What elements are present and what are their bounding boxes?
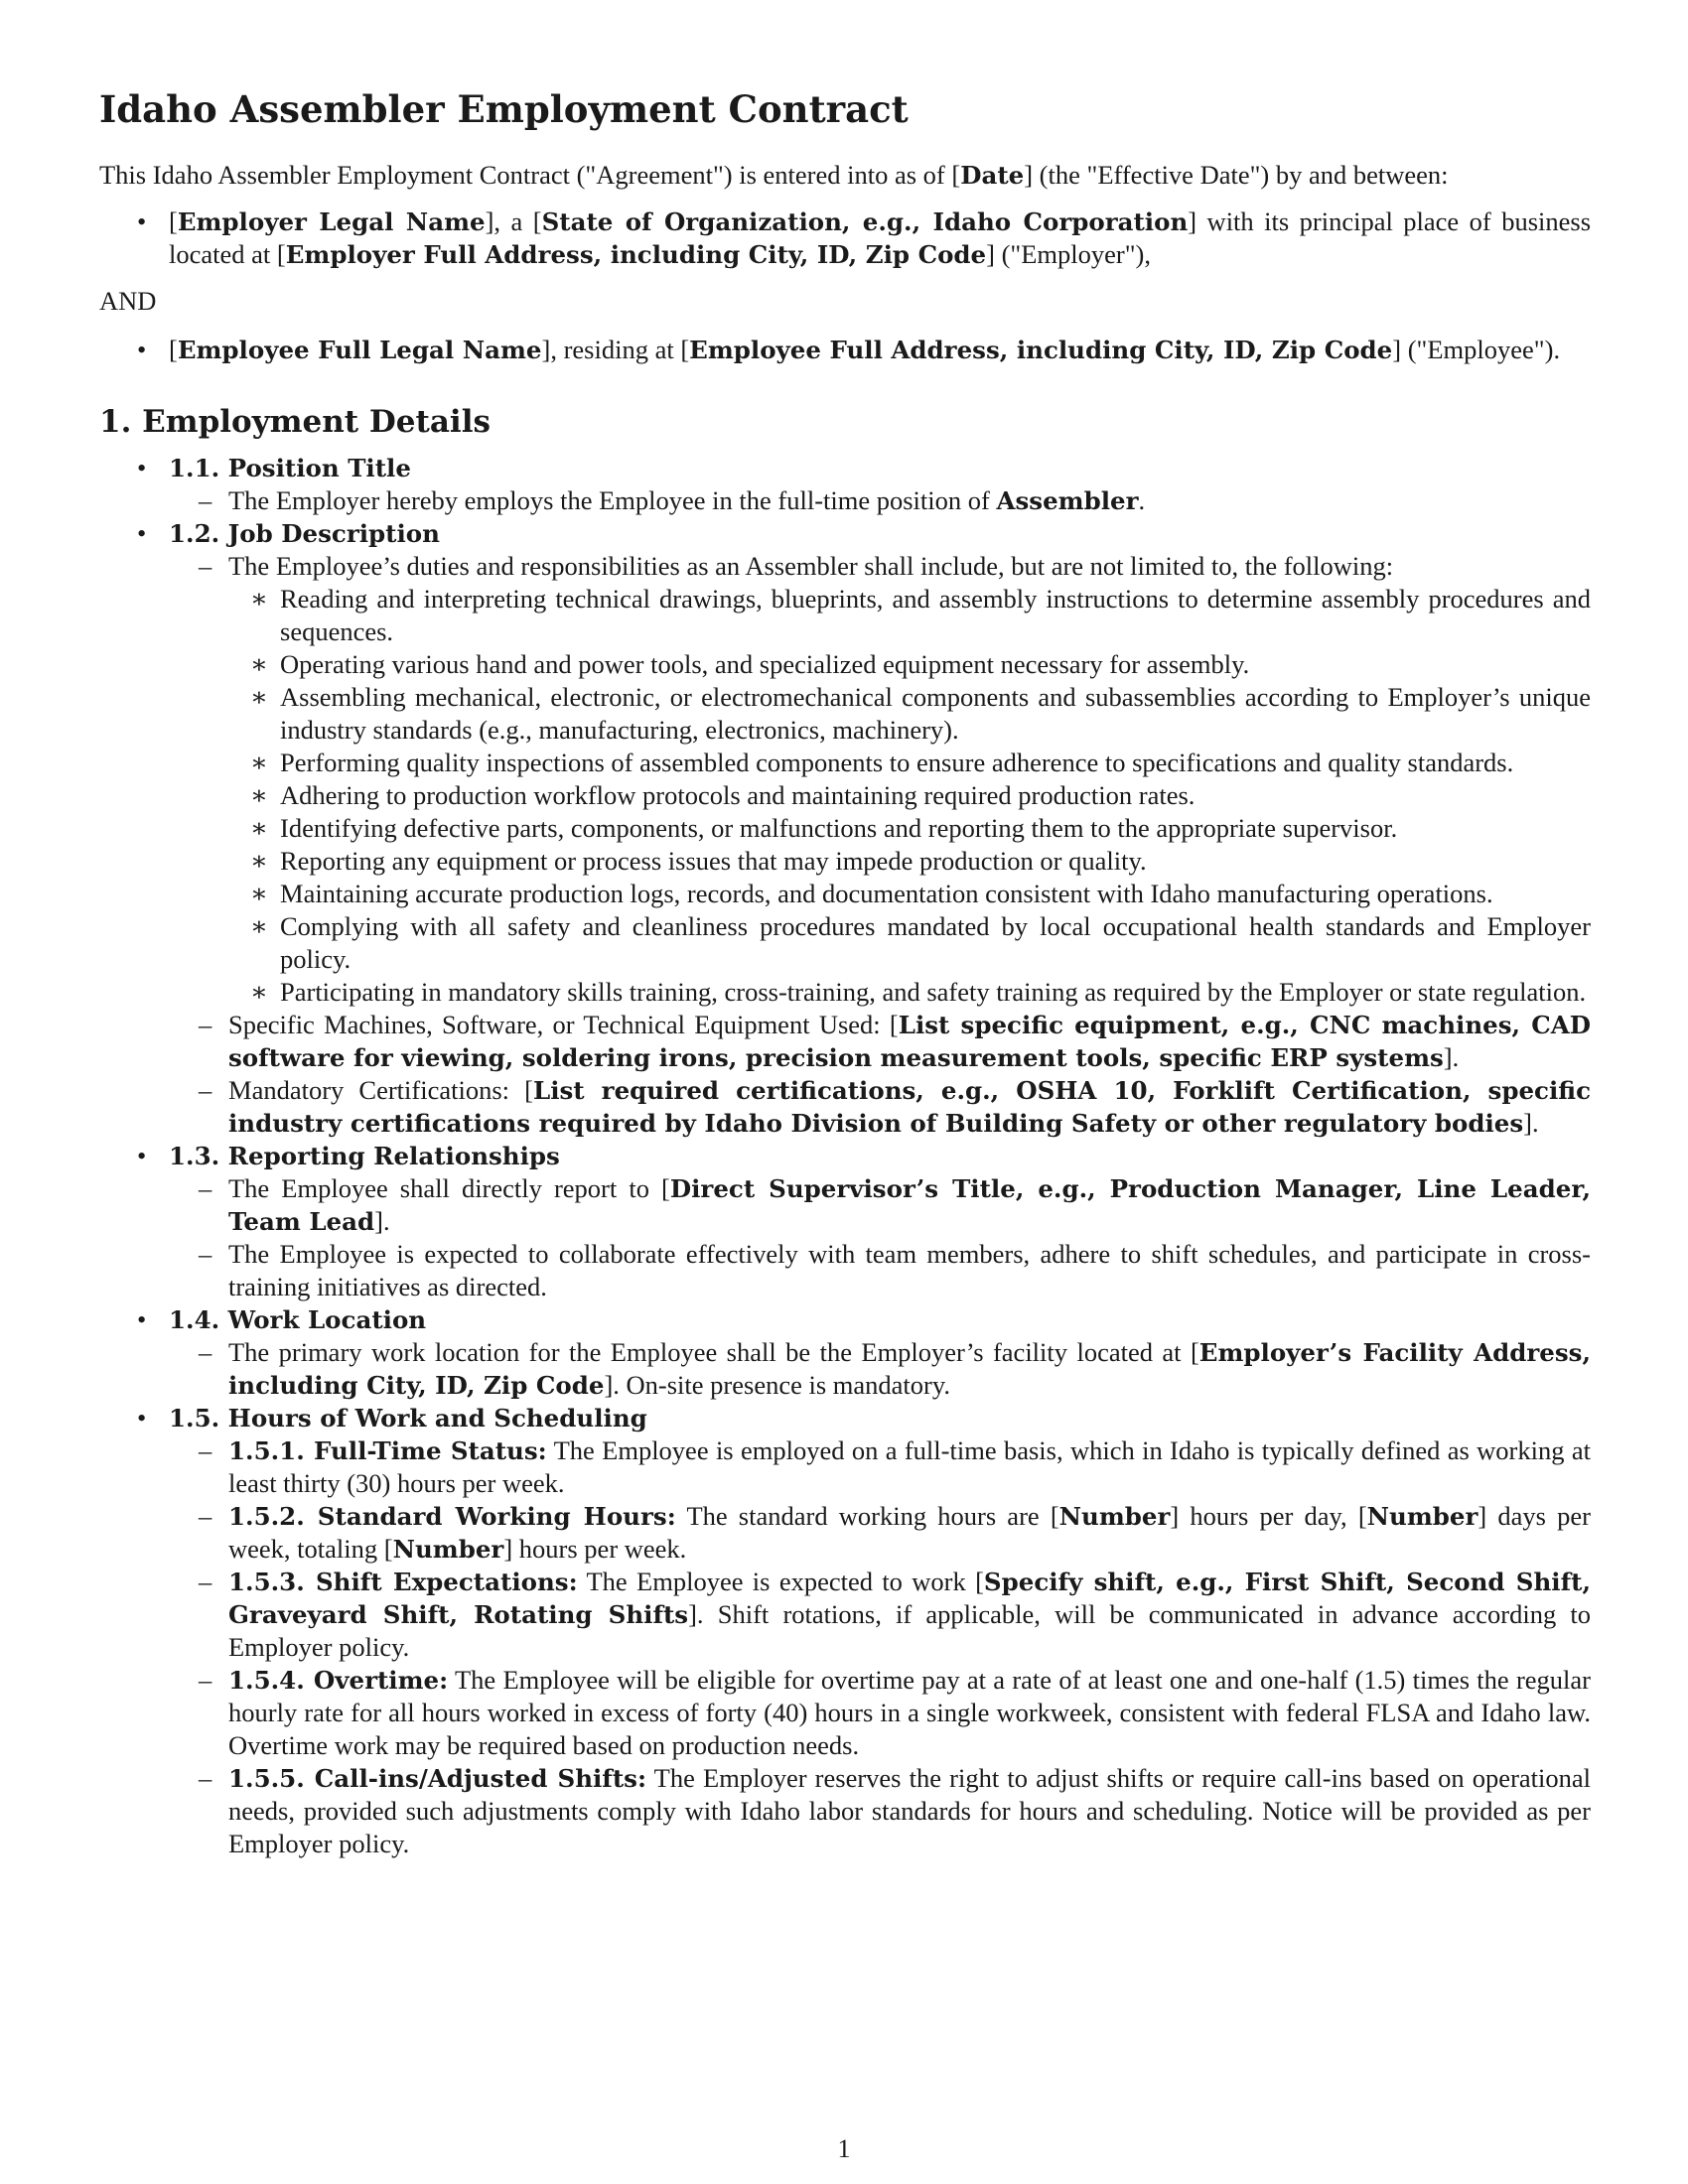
duty-item: ∗ Performing quality inspections of assembled components to ensure adherence to specifications and quality standards.: [228, 747, 1591, 779]
duty-item: ∗ Reporting any equipment or process issues that may impede production or quality.: [228, 845, 1591, 878]
subsection-1-5: [99, 1402, 1591, 1860]
text: The primary work location for the Employee shall be the Employer’s facility located at [: [228, 1336, 1199, 1367]
list-item: [169, 1074, 1591, 1140]
section-1-list: [99, 452, 1591, 1860]
date-placeholder: Date: [960, 161, 1025, 191]
subsection-title: 1.1. Position Title: [169, 453, 411, 482]
text: The Employee is expected to work [: [577, 1566, 984, 1596]
intro-text-b: ] (the "Effective Date") by and between:: [1024, 160, 1449, 191]
text: ]. On-site presence is mandatory.: [604, 1369, 951, 1400]
list-item: [169, 550, 1591, 1009]
shift-placeholder: Specify shift, e.g., First Shift, Second Shift, Graveyard Shift, Rotating Shifts: [228, 1567, 1591, 1629]
text: The Employer reserves the right to adjust shifts or require call-ins based on operational needs, provided such adjustments comply with Idaho labor standards for hours and scheduling. Notice will be provided as per Employer policy.: [228, 1762, 1592, 1858]
duties-intro: The Employee’s duties and responsibilities as an Assembler shall include, but are not limited to, the following:: [228, 550, 1394, 581]
item-title: 1.5.5. Call-ins/Adjusted Shifts:: [228, 1763, 647, 1793]
document-page: [99, 87, 1591, 1860]
item-title: 1.5.2. Standard Working Hours:: [228, 1501, 676, 1531]
duty-item: ∗ Operating various hand and power tools, and specialized equipment necessary for assembly.: [228, 648, 1591, 681]
subsection-1-4: [99, 1303, 1591, 1402]
duty-item: ∗ Reading and interpreting technical drawings, blueprints, and assembly instructions to determine assembly procedures and sequences.: [228, 583, 1591, 648]
text: ] days per week, totaling [: [228, 1500, 1591, 1564]
employee-party-list: [99, 334, 1591, 366]
employer-address: Employer Full Address, including City, ID, Zip Code: [285, 240, 987, 270]
text: .: [1138, 484, 1146, 515]
text: ] hours per day, [: [1170, 1500, 1367, 1531]
list-item: [169, 1434, 1591, 1500]
list-item: [169, 1172, 1591, 1238]
text: ]. Shift rotations, if applicable, will be communicated in advance according to Employer policy.: [228, 1598, 1592, 1662]
duty-item: ∗ Identifying defective parts, components, or malfunctions and reporting them to the appropriate supervisor.: [228, 812, 1591, 845]
text: ].: [1523, 1107, 1539, 1138]
list-item: – The Employee is expected to collaborate effectively with team members, adhere to shift schedules, and participate in cross-training initiatives as directed.: [169, 1238, 1591, 1303]
subsection-title: 1.3. Reporting Relationships: [169, 1141, 560, 1170]
supervisor-placeholder: Direct Supervisor’s Title, e.g., Production Manager, Line Leader, Team Lead: [228, 1173, 1591, 1236]
duty-item: ∗ Complying with all safety and cleanliness procedures mandated by local occupational health standards and Employer policy.: [228, 910, 1591, 976]
employee-legal-name: Employee Full Legal Name: [177, 336, 542, 365]
facility-placeholder: Employer’s Facility Address, including City, ID, Zip Code: [228, 1337, 1591, 1400]
duty-item: ∗ Maintaining accurate production logs, records, and documentation consistent with Idaho manufacturing operations.: [228, 878, 1591, 910]
sublist: [169, 484, 1591, 517]
subsection-1-3: [99, 1140, 1591, 1303]
and-separator: AND: [99, 286, 157, 317]
page-number: 1: [837, 2134, 851, 2163]
text: ] hours per week.: [503, 1533, 687, 1564]
duty-item: ∗ Assembling mechanical, electronic, or electromechanical components and subassemblies according to Employer’s unique industry standards (e.g., manufacturing, electronics, machinery).: [228, 681, 1591, 747]
text: Specific Machines, Software, or Technical Equipment Used: [: [228, 1009, 899, 1039]
intro-text-a: This Idaho Assembler Employment Contract ("Agreement") is entered into as of [: [99, 160, 961, 191]
sublist: [169, 1434, 1591, 1860]
list-item: [169, 1762, 1591, 1860]
list-item: [169, 484, 1591, 517]
employer-text: ] with its principal place of business located at [: [169, 206, 1592, 270]
employee-text: ], residing at [: [541, 335, 690, 365]
subsection-title: 1.2. Job Description: [169, 518, 440, 548]
duties-list: [228, 583, 1591, 1009]
item-title: 1.5.1. Full-Time Status:: [228, 1435, 547, 1465]
text: Mandatory Certifications: [: [228, 1074, 533, 1105]
number-placeholder: Number: [1366, 1501, 1478, 1531]
document-title: Idaho Assembler Employment Contract: [99, 87, 909, 131]
equipment-placeholder: List specific equipment, e.g., CNC machines, CAD software for viewing, soldering irons, precision measurement tools, specific ERP systems: [228, 1010, 1591, 1072]
duty-item: ∗ Adhering to production workflow protocols and maintaining required production rates.: [228, 779, 1591, 812]
employer-state: State of Organization, e.g., Idaho Corporation: [541, 207, 1189, 237]
certifications-placeholder: List required certifications, e.g., OSHA 10, Forklift Certification, specific industry certifications required by Idaho Division of Building Safety or other regulatory bodies: [228, 1075, 1591, 1138]
section-heading: 1. Employment Details: [99, 404, 491, 441]
text: The Employer hereby employs the Employee in the full-time position of: [228, 484, 997, 515]
employee-party: [99, 334, 1591, 366]
employee-address: Employee Full Address, including City, ID, Zip Code: [689, 336, 1393, 365]
text: The standard working hours are [: [675, 1500, 1059, 1531]
number-placeholder: Number: [1058, 1501, 1171, 1531]
employer-text: ] ("Employer"),: [986, 239, 1151, 270]
position-name: Assembler: [996, 485, 1139, 515]
number-placeholder: Number: [392, 1534, 504, 1564]
item-title: 1.5.3. Shift Expectations:: [228, 1567, 578, 1596]
text: ].: [1443, 1041, 1460, 1072]
employer-party: [99, 205, 1591, 271]
list-item: [169, 1500, 1591, 1566]
text: ].: [374, 1205, 390, 1236]
subsection-title: 1.5. Hours of Work and Scheduling: [169, 1403, 647, 1433]
employer-legal-name: Employer Legal Name: [177, 207, 486, 237]
text: The Employee shall directly report to [: [228, 1172, 670, 1203]
employer-party-list: [99, 205, 1591, 271]
text: The Employee is employed on a full-time basis, which in Idaho is typically defined as working at least thirty (30) hours per week.: [228, 1434, 1591, 1498]
list-item: [169, 1336, 1591, 1402]
bracket: [: [169, 335, 178, 365]
employer-text: ], a [: [485, 206, 542, 237]
subsection-1-1: [99, 452, 1591, 517]
duty-item: ∗ Participating in mandatory skills training, cross-training, and safety training as required by the Employer or state regulation.: [228, 976, 1591, 1009]
list-item: [169, 1664, 1591, 1762]
sublist: [169, 1172, 1591, 1303]
sublist: [169, 1336, 1591, 1402]
subsection-1-2: [99, 517, 1591, 1140]
subsection-title: 1.4. Work Location: [169, 1304, 427, 1334]
list-item: [169, 1566, 1591, 1664]
sublist: [169, 550, 1591, 1140]
item-title: 1.5.4. Overtime:: [228, 1665, 449, 1695]
list-item: [169, 1009, 1591, 1074]
employee-text: ] ("Employee").: [1392, 335, 1561, 365]
bracket: [: [169, 206, 178, 237]
intro-paragraph: [99, 159, 1591, 192]
text: The Employee will be eligible for overtime pay at a rate of at least one and one-half (1.5) times the regular hourly rate for all hours worked in excess of forty (40) hours in a single workweek, consistent with federal FLSA and Idaho law. Overtime work may be required based on production needs.: [228, 1664, 1591, 1760]
